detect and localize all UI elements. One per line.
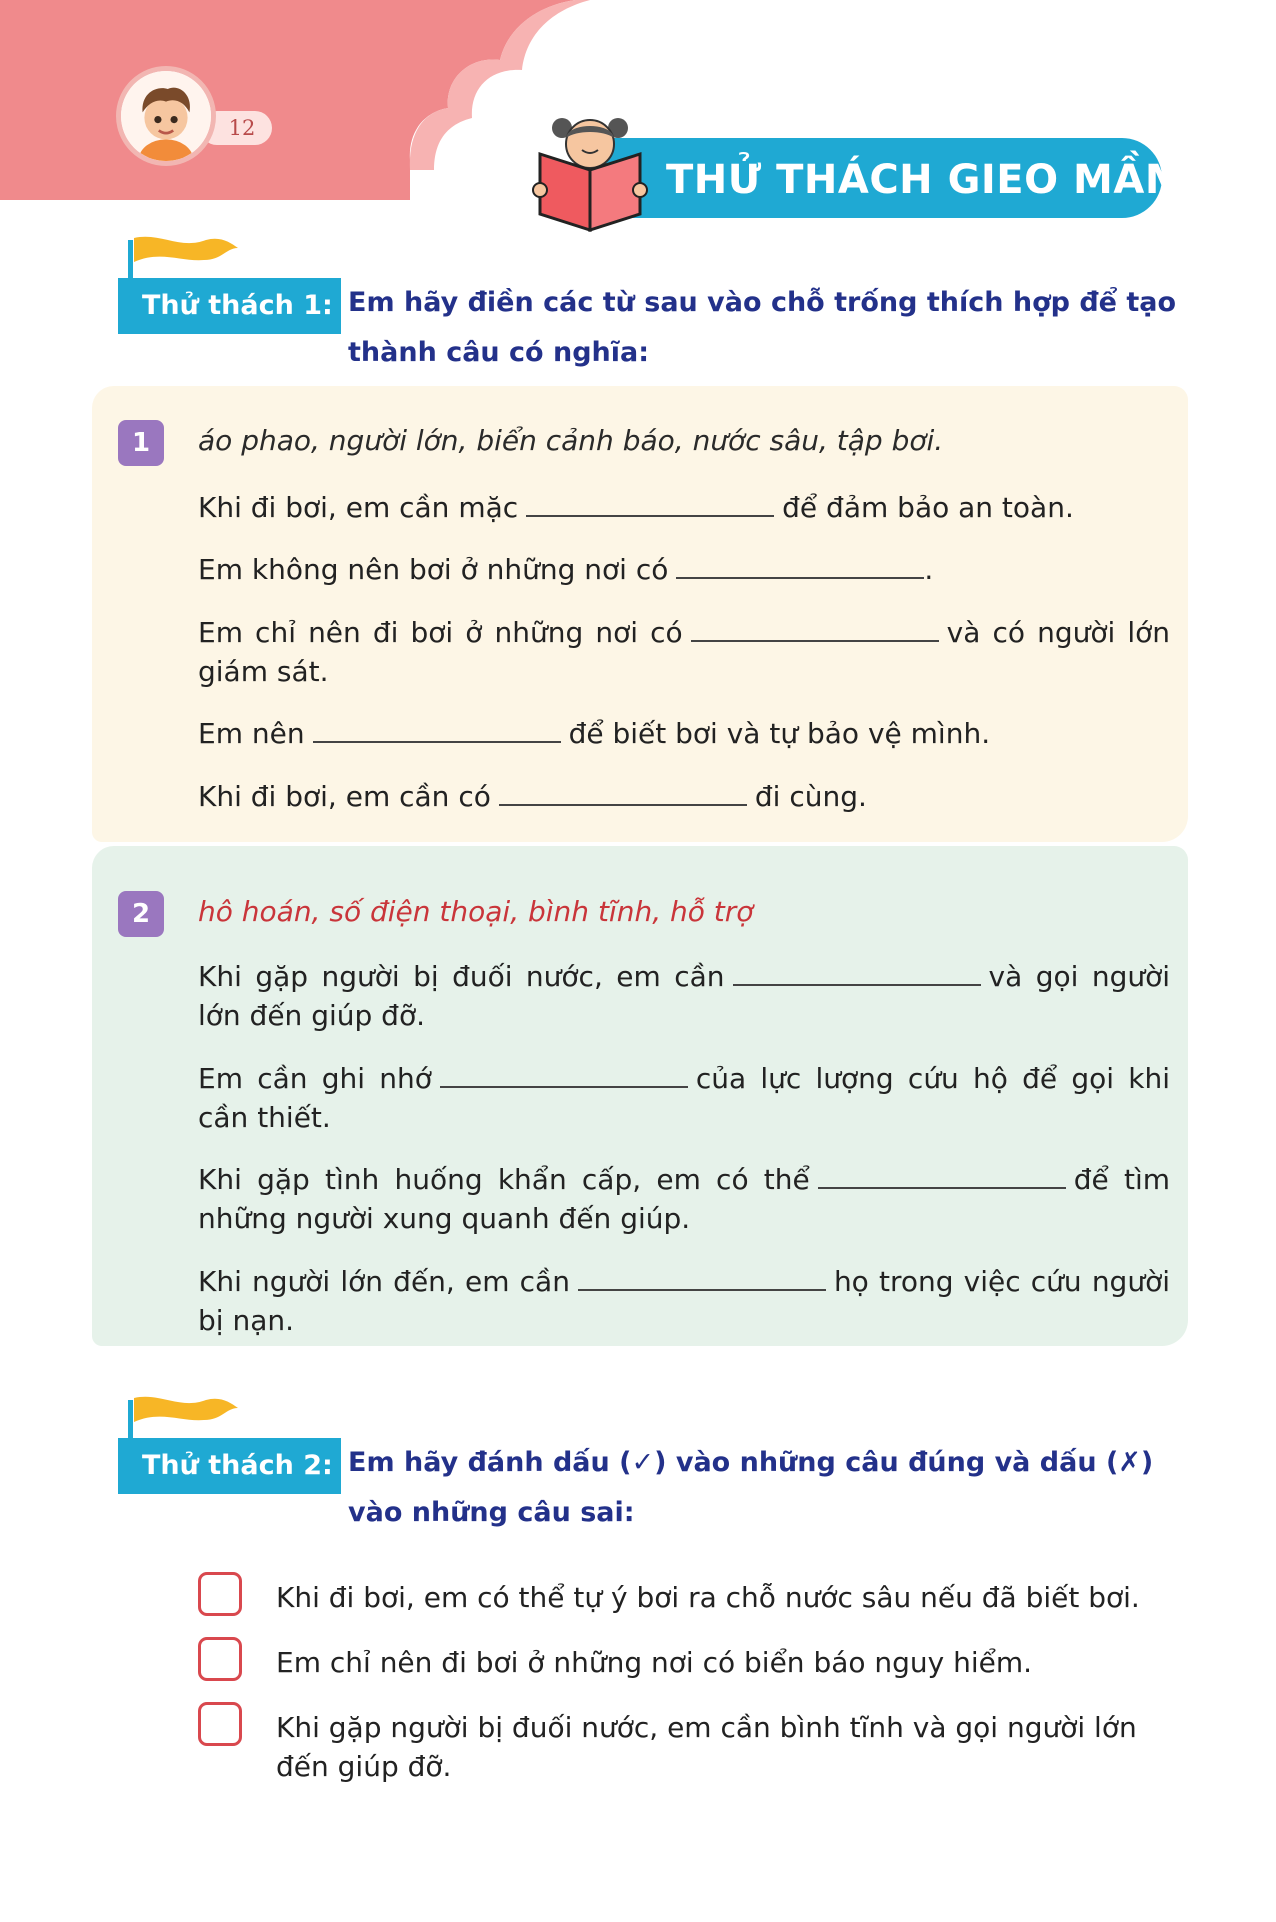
fill-blank[interactable] bbox=[313, 717, 561, 743]
exercise1-sentence-5: Khi đi bơi, em cần có đi cùng. bbox=[198, 780, 867, 813]
exercise1-sentence-1: Khi đi bơi, em cần mặc để đảm bảo an toàn. bbox=[198, 491, 1074, 524]
fill-blank[interactable] bbox=[526, 491, 774, 517]
flag-icon bbox=[130, 1394, 240, 1434]
exercise2-sentence-1: Khi gặp người bị đuối nước, em cần và gọi người lớn đến giúp đỡ. bbox=[198, 960, 1170, 1032]
answer-checkbox-3[interactable] bbox=[198, 1702, 242, 1746]
answer-checkbox-2[interactable] bbox=[198, 1637, 242, 1681]
reading-girl-icon bbox=[532, 114, 650, 232]
exercise2-sentence-2: Em cần ghi nhớ của lực lượng cứu hộ để gọi khi cần thiết. bbox=[198, 1062, 1170, 1134]
fill-blank[interactable] bbox=[440, 1062, 688, 1088]
statement-2: Em chỉ nên đi bơi ở những nơi có biển báo nguy hiểm. bbox=[276, 1646, 1033, 1679]
challenge2-label: Thử thách 2: bbox=[118, 1438, 341, 1494]
fill-blank[interactable] bbox=[691, 616, 939, 642]
flag-icon bbox=[130, 234, 240, 274]
exercise1-number: 1 bbox=[118, 420, 164, 466]
fill-blank[interactable] bbox=[733, 960, 981, 986]
fill-blank[interactable] bbox=[676, 553, 924, 579]
boy-avatar-icon bbox=[116, 66, 216, 166]
statement-3: Khi gặp người bị đuối nước, em cần bình tĩnh và gọi người lớn đến giúp đỡ. bbox=[276, 1711, 1137, 1783]
challenge1-label: Thử thách 1: bbox=[118, 278, 341, 334]
challenge2-prompt: Em hãy đánh dấu (✓) vào những câu đúng và dấu (✗) vào những câu sai: bbox=[348, 1447, 1154, 1528]
exercise2-number: 2 bbox=[118, 891, 164, 937]
challenge1-prompt: Em hãy điền các từ sau vào chỗ trống thích hợp để tạo thành câu có nghĩa: bbox=[348, 287, 1177, 368]
page-title: THỬ THÁCH GIEO MẦM bbox=[666, 157, 1186, 203]
fill-blank[interactable] bbox=[499, 780, 747, 806]
exercise2-word-list: hô hoán, số điện thoại, bình tĩnh, hỗ trợ bbox=[198, 895, 754, 928]
exercise1-sentence-4: Em nên để biết bơi và tự bảo vệ mình. bbox=[198, 717, 991, 750]
exercise2-sentence-4: Khi người lớn đến, em cần họ trong việc cứu người bị nạn. bbox=[198, 1265, 1170, 1337]
exercise2-sentence-3: Khi gặp tình huống khẩn cấp, em có thể để tìm những người xung quanh đến giúp. bbox=[198, 1163, 1170, 1235]
exercise1-sentence-2: Em không nên bơi ở những nơi có . bbox=[198, 553, 934, 586]
exercise1-sentence-3: Em chỉ nên đi bơi ở những nơi có và có người lớn giám sát. bbox=[198, 616, 1170, 688]
fill-blank[interactable] bbox=[818, 1163, 1066, 1189]
exercise1-word-list: áo phao, người lớn, biển cảnh báo, nước sâu, tập bơi. bbox=[198, 424, 944, 457]
statement-1: Khi đi bơi, em có thể tự ý bơi ra chỗ nước sâu nếu đã biết bơi. bbox=[276, 1581, 1140, 1614]
page-number: 12 bbox=[200, 111, 272, 145]
answer-checkbox-1[interactable] bbox=[198, 1572, 242, 1616]
fill-blank[interactable] bbox=[578, 1265, 826, 1291]
